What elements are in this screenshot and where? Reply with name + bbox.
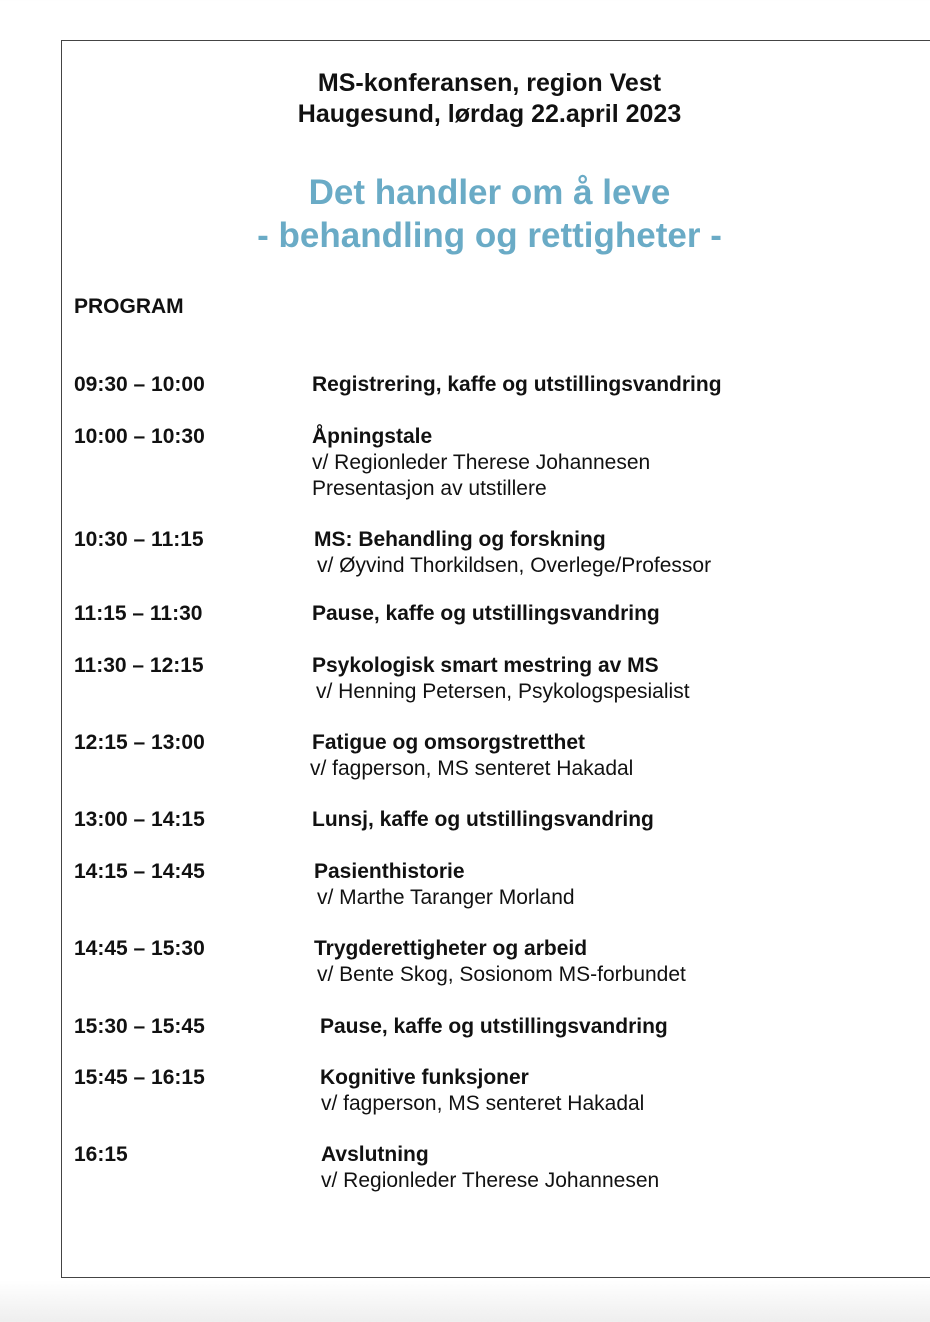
program-time: 15:30 – 15:45	[74, 1015, 205, 1038]
program-item	[320, 1014, 668, 1040]
conference-subtitle: - behandling og rettigheter -	[257, 216, 722, 255]
conference-name: MS-konferansen, region Vest	[317, 69, 662, 97]
program-item-note: Presentasjon av utstillere	[312, 477, 547, 500]
program-item-title: Lunsj, kaffe og utstillingsvandring	[312, 808, 654, 831]
program-item	[312, 601, 660, 627]
program-item-title: Åpningstale	[312, 425, 433, 448]
program-heading: PROGRAM	[74, 295, 184, 318]
conference-place-date: Haugesund, lørdag 22.april 2023	[297, 100, 682, 128]
program-item-speaker: v/ Øyvind Thorkildsen, Overlege/Professor	[317, 554, 712, 577]
program-item-speaker: v/ Henning Petersen, Psykologspesialist	[316, 680, 690, 703]
program-item-speaker: v/ Marthe Taranger Morland	[317, 886, 575, 909]
program-item	[321, 1142, 659, 1194]
program-item-speaker: v/ Regionleder Therese Johannesen	[312, 451, 651, 474]
program-item	[312, 730, 633, 782]
program-item	[312, 372, 722, 398]
program-item-title: Pause, kaffe og utstillingsvandring	[312, 602, 660, 625]
conference-title: Det handler om å leve	[308, 173, 671, 212]
program-item-title: Pasienthistorie	[314, 860, 465, 883]
program-time: 11:30 – 12:15	[74, 654, 204, 677]
program-time: 10:00 – 10:30	[74, 425, 205, 448]
program-time: 12:15 – 13:00	[74, 731, 205, 754]
program-time: 09:30 – 10:00	[74, 373, 205, 396]
document-page	[61, 40, 930, 1278]
program-time: 11:15 – 11:30	[74, 602, 203, 625]
program-item-title: Kognitive funksjoner	[320, 1066, 529, 1089]
program-item-title: Pause, kaffe og utstillingsvandring	[320, 1015, 668, 1038]
program-item-title: MS: Behandling og forskning	[314, 528, 606, 551]
program-item-speaker: v/ Bente Skog, Sosionom MS-forbundet	[317, 963, 686, 986]
program-item-speaker: v/ fagperson, MS senteret Hakadal	[310, 757, 634, 780]
program-item	[312, 807, 654, 833]
program-item-title: Avslutning	[321, 1143, 429, 1166]
program-time: 15:45 – 16:15	[74, 1066, 205, 1089]
program-time: 14:15 – 14:45	[74, 860, 205, 883]
program-time: 14:45 – 15:30	[74, 937, 205, 960]
program-item	[312, 424, 650, 502]
program-item-title: Fatigue og omsorgstretthet	[312, 731, 586, 754]
program-time: 10:30 – 11:15	[74, 528, 204, 551]
program-item	[314, 527, 711, 579]
program-item-speaker: v/ Regionleder Therese Johannesen	[321, 1169, 660, 1192]
program-item	[314, 936, 686, 988]
program-item-title: Psykologisk smart mestring av MS	[312, 654, 659, 677]
program-item	[320, 1065, 644, 1117]
program-time: 13:00 – 14:15	[74, 808, 205, 831]
program-item	[314, 859, 575, 911]
program-item-title: Registrering, kaffe og utstillingsvandring	[312, 373, 722, 396]
program-item	[312, 653, 690, 705]
program-time: 16:15	[74, 1143, 128, 1166]
program-item-title: Trygderettigheter og arbeid	[314, 937, 588, 960]
program-item-speaker: v/ fagperson, MS senteret Hakadal	[321, 1092, 645, 1115]
